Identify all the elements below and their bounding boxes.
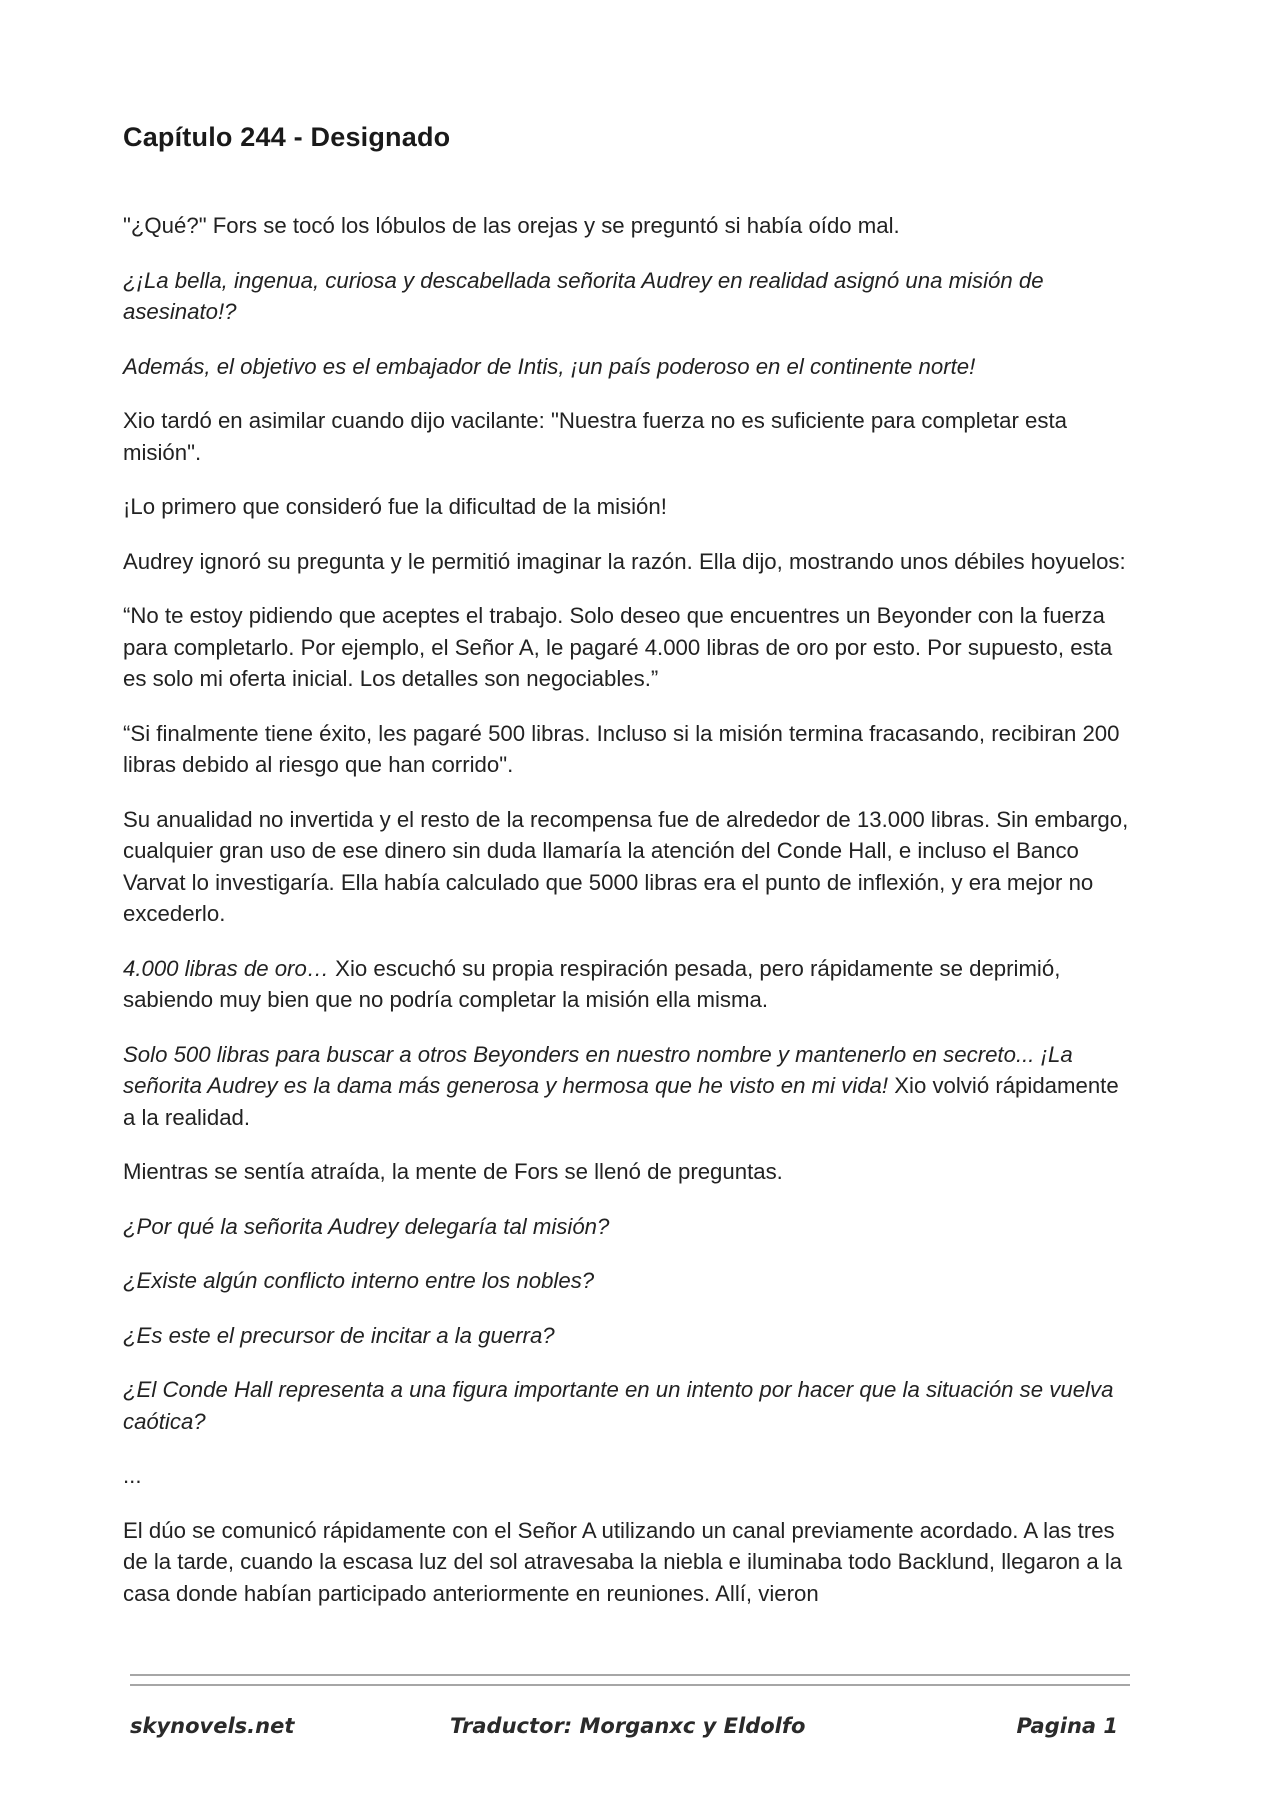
paragraph [123, 491, 1133, 523]
paragraph [123, 1265, 1133, 1297]
italic-text: ¿Es este el precursor de incitar a la guerra? [123, 1322, 555, 1348]
text: Xio volvió rápidamente a la realidad. [123, 1073, 1119, 1130]
paragraph [123, 600, 1133, 695]
paragraph [123, 351, 1133, 383]
paragraph [123, 546, 1133, 578]
text: Audrey ignoró su pregunta y le permitió imaginar la razón. Ella dijo, mostrando unos débiles hoyuelos: [123, 548, 1126, 574]
paragraph [123, 1374, 1133, 1437]
text: Su anualidad no invertida y el resto de la recompensa fue de alrededor de 13.000 libras. Sin embargo, cualquier gran uso de ese dinero sin duda llamaría la atención del Conde Hall, e incluso el Banco Varvat lo investigaría. Ella había calculado que 5000 libras era el punto de inflexión, y era mejor no excederlo. [123, 806, 1129, 926]
text: El dúo se comunicó rápidamente con el Señor A utilizando un canal previamente acordado. A las tres de la tarde, cuando la escasa luz del sol atravesaba la niebla e iluminaba todo Backlund, llegaron a la casa donde habían participado anteriormente en reuniones. Allí, vieron [123, 1517, 1123, 1606]
text: “Si finalmente tiene éxito, les pagaré 500 libras. Incluso si la misión termina fracasando, recibiran 200 libras debido al riesgo que han corrido". [123, 720, 1120, 777]
paragraph [123, 1211, 1133, 1243]
text: "¿Qué?" Fors se tocó los lóbulos de las orejas y se preguntó si había oído mal. [123, 213, 900, 238]
italic-text: ¿Existe algún conflicto interno entre los nobles? [123, 1268, 595, 1293]
text: Xio tardó en asimilar cuando dijo vacilante: "Nuestra fuerza no es suficiente para completar esta misión". [123, 408, 1067, 465]
chapter-body [123, 210, 1133, 1632]
text: Mientras se sentía atraída, la mente de Fors se llenó de preguntas. [123, 1159, 783, 1184]
footer-page-number: Pagina 1 [1016, 1714, 1118, 1738]
italic-text: Solo 500 libras para buscar a otros Beyonders en nuestro nombre y mantenerlo en secreto... ¡La señorita Audrey es la dama más generosa y hermosa que he visto en mi vida! [123, 1041, 1073, 1098]
paragraph [123, 405, 1133, 468]
chapter-title: Capítulo 244 - Designado [123, 122, 451, 152]
text: ¡Lo primero que consideró fue la dificultad de la misión! [123, 494, 667, 519]
italic-text: ¿El Conde Hall representa a una figura importante en un intento por hacer que la situación se vuelva caótica? [123, 1377, 1114, 1434]
text: “No te estoy pidiendo que aceptes el trabajo. Solo deseo que encuentres un Beyonder con la fuerza para completarlo. Por ejemplo, el Señor A, le pagaré 4.000 libras de oro por esto. Por supuesto, esta es solo mi oferta inicial. Los detalles son negociables.” [123, 603, 1113, 691]
italic-text: Además, el objetivo es el embajador de Intis, ¡un país poderoso en el continente norte! [123, 353, 976, 379]
italic-text: ¿¡La bella, ingenua, curiosa y descabellada señorita Audrey en realidad asignó una misión de asesinato!? [123, 267, 1044, 324]
paragraph [123, 953, 1133, 1016]
paragraph [123, 1515, 1133, 1610]
italic-text: 4.000 libras de oro… [123, 955, 329, 981]
paragraph [123, 1039, 1133, 1134]
text: Xio escuchó su propia respiración pesada, pero rápidamente se deprimió, sabiendo muy bien que no podría completar la misión ella misma. [123, 955, 1061, 1012]
paragraph [123, 1460, 1133, 1492]
paragraph [123, 1156, 1133, 1188]
footer-site: skynovels.net [130, 1714, 295, 1738]
paragraph [123, 210, 1133, 242]
paragraph [123, 265, 1133, 328]
footer-translator: Traductor: Morganxc y Eldolfo [450, 1714, 806, 1738]
paragraph [123, 804, 1133, 930]
italic-text: ¿Por qué la señorita Audrey delegaría tal misión? [123, 1213, 610, 1239]
footer-divider-bottom [130, 1684, 1130, 1686]
paragraph [123, 718, 1133, 781]
text: ... [123, 1463, 142, 1488]
paragraph [123, 1320, 1133, 1352]
footer-divider-top [130, 1674, 1130, 1676]
